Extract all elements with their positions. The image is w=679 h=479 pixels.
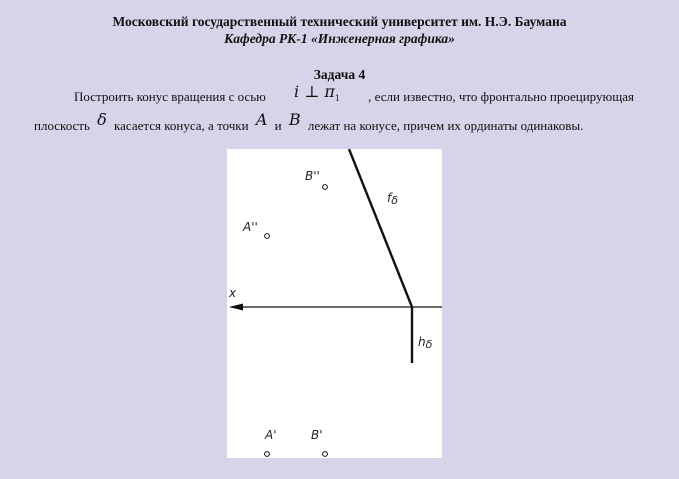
delta-symbol: δ: [97, 110, 107, 130]
task-word-5: и: [274, 118, 282, 134]
task-word-4: касается конуса, а точки: [114, 118, 249, 134]
point-a-top-label: A': [265, 428, 277, 442]
header: [0, 13, 679, 47]
projection-drawing: [227, 149, 442, 458]
point-b-top-label: B': [311, 428, 323, 442]
task-word-3: плоскость: [34, 118, 90, 134]
task-word-1: Построить конус вращения с осью: [74, 89, 266, 104]
task-word-6: лежат на конусе, причем их ординаты одинаковы.: [307, 118, 584, 134]
task-line-2: [34, 110, 634, 136]
department-title: Кафедра РК-1 «Инженерная графика»: [224, 31, 455, 46]
drawing-sheet: [227, 149, 442, 458]
x-axis-arrow: [229, 304, 243, 311]
frontal-trace-line: [349, 149, 412, 307]
point-a-symbol: A: [255, 110, 268, 130]
horizontal-trace-label: hδ: [418, 335, 433, 351]
task-line-1: [34, 82, 634, 114]
task-title: Задача 4: [313, 67, 366, 82]
point-a-front-label: A'': [243, 220, 258, 234]
point-a-top: [265, 452, 270, 457]
point-b-symbol: B: [288, 110, 301, 130]
point-b-front: [323, 185, 328, 190]
frontal-trace-label: fδ: [387, 191, 398, 207]
university-title: Московский государственный технический университет им. Н.Э. Баумана: [112, 14, 567, 29]
point-b-front-label: B'': [305, 169, 320, 183]
task-word-2: , если известно, что фронтально проецирующая: [368, 89, 634, 104]
axis-formula: i ⊥ $\pi_1$: [294, 82, 340, 104]
point-a-front: [265, 234, 270, 239]
task-statement: [34, 82, 634, 136]
point-b-top: [323, 452, 328, 457]
x-axis-label: x: [229, 286, 237, 300]
